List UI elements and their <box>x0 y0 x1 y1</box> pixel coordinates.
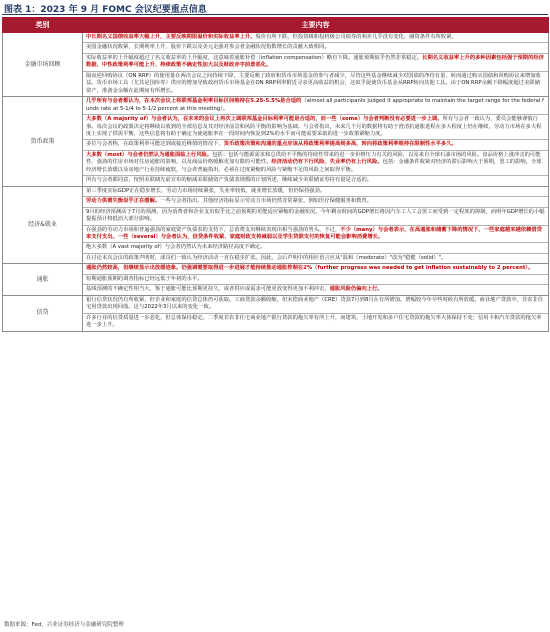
row-content <box>83 264 549 295</box>
body-text: 包括：包括与能源需求和总供给不平衡的持续性带来的进一步价格压力有关的风险，以及来自全球石油市场的风险。食品价格上涨冲击的可能性，强劲的住房市场对住房通胀的影响，以及商品价格缓解更加有限的可能性。 <box>86 151 541 166</box>
body-text: 多位与会者称，在政策利率可能达到或接近峰值的情况下， <box>86 141 224 148</box>
content-paragraph <box>83 254 548 263</box>
header-category: 类别 <box>3 18 83 33</box>
highlight-text: 中长期名义国债收益率大幅上升，主要反映期限溢价和实际收益率上升。 <box>86 34 256 40</box>
content-paragraph <box>83 115 548 140</box>
highlight-text: 大多数（A majority of）与会者认为，在未来的会议上再次上调联邦基金目标利率可能是合适的，而一些（some）与会者判断没有必要进一步上调。 <box>86 116 443 123</box>
body-text: 第三季度实际GDP正在稳步增长，劳动力市场持续紧张，失业率较低，就业增长放缓，但仍保持强劲。 <box>86 187 326 194</box>
row-category: 金融市场回顾 <box>3 33 83 97</box>
content-paragraph <box>83 72 548 96</box>
source-note: 数据来源：Fed，兴业证券经济与金融研究院整理 <box>4 622 124 628</box>
fomc-minutes-table <box>2 17 549 332</box>
highlight-text: 通胀风险仍偏向上行。 <box>329 286 383 293</box>
content-paragraph <box>83 208 548 226</box>
content-paragraph <box>83 54 548 72</box>
table-row <box>3 264 549 295</box>
body-text: 所有与会者一致认为，委员会能够谨慎行事。每次会议的政策决定将继续以收到的全部信息及其对经济前景和风险平衡的影响为基础。与会者指出，未来几个月的数据将有助于澄清抗通胀进程在多大程度上仍在继续，劳动力市场在多大程度上实现了供需平衡，这些信息将有助于确定为使通胀率在一段时间内恢复到2%的水平而可能需要采取的进一步政策紧缩力度。 <box>86 116 542 137</box>
body-text: 银行信贷状况仍有所收紧，但企业和家庭的信贷总体仍可获取。工商贷款余额收缩，但未偿商业地产（CRE）贷款7月到8月在有所增加。增幅较今年早些时候有所放缓。商业地产贷款中，非农非住宅用贷款出现回落。这与2022年3月以来的变化一致。 <box>86 296 544 311</box>
body-text: （almost all participants judged it appropriate to maintain the target range for the federal funds rate at 5-1/4 to 5-1/2 percent at this meeting）。 <box>86 98 544 112</box>
body-text: 一些与会者指出，其他经济指标显示劳动力市场仍然非常紧张，例如医疗保健服务和教育。 <box>160 198 373 205</box>
content-paragraph <box>83 197 548 207</box>
highlight-text: 通胀仍然较高，但继续显示出放缓迹象。仍强调需要取得进一步进展才能持续推动通胀控制在2%（further progress was needed to get inflation sustainably to 2 percent）。 <box>86 265 534 272</box>
body-text: 美国金融状况收紧，长期利率上升，股价下跌以及美元走强对参会者金融状况指数增长的贡献大致相同。 <box>86 44 330 51</box>
content-paragraph <box>83 97 548 115</box>
content-paragraph <box>83 285 548 294</box>
content-paragraph <box>83 226 548 244</box>
body-text: 9月的经济预测高于7月的预测，因为消费者和企业支出似乎比之前预期的更能适应紧缩的金融状况。今年剩余时间的GDP增长将因汽车工人工会罢工而受到一定程度的抑制，而明年GDP增长的小幅提振预计将抵消大部分影响。 <box>86 208 545 223</box>
highlight-text: 劳动力供需失衡似乎正在缓解。 <box>86 198 161 205</box>
row-content <box>83 97 549 187</box>
row-content <box>83 295 549 331</box>
content-paragraph <box>83 187 548 197</box>
row-content <box>83 186 549 264</box>
content-paragraph <box>83 140 548 150</box>
content-paragraph <box>83 33 548 43</box>
figure-title: 图表 1：2023 年 9 月 FOMC 会议纪要重点信息 <box>4 5 207 15</box>
content-paragraph <box>83 151 548 176</box>
content-paragraph <box>83 243 548 253</box>
body-text: 股价有所下跌，但投资级和投机级公司债券的利差几乎没有变化，融资条件有所收紧。 <box>255 34 457 40</box>
row-category: 经济&就业 <box>3 186 83 264</box>
row-category: 通胀 <box>3 264 83 295</box>
table-row <box>3 33 549 97</box>
title-rule <box>2 14 548 15</box>
content-paragraph <box>83 275 548 285</box>
content-paragraph <box>83 314 548 331</box>
body-text: 许多行业的信贷质量进一步恶化，但总体保持稳定。二季度非农非住宅商业地产银行贷款的拖欠率有所上升，而建筑、土地开发和多户住宅贷款的拖欠率大体保持不变；信用卡和汽车贷款的拖欠率进一步上升。 <box>86 314 542 329</box>
body-text: 基线预测的不确定性相当大，鉴于通胀可能比预期更持久，或者供应或需求可能更放变得更加不利冲击， <box>86 286 330 293</box>
table-row <box>3 97 549 187</box>
table-header-row <box>3 18 549 33</box>
highlight-text: 长期名义收益率上升的多种因素包括强于预期的经济数据、中性政策利率可能上升、持续政策不确定性加大以及财政赤字前景恶化。 <box>86 54 544 69</box>
highlight-text: 不少（many）与会者表示，在高通胀和储蓄下降的情况下，一些家庭越来越依赖借贷来支付支出。一些（several）与会者认为，信贷条件收紧、家庭财政支持减弱以及学生贷款支付的恢复可能会影响消费增长。 <box>86 226 542 240</box>
body-text: 在讨论本次会议的政策声明时，成员们一致认为经济活动一直在稳步扩张。因此，会后声明中的相应语言应从"温和（moderate）"改为"稳健（solid）"。 <box>86 254 447 261</box>
table-row <box>3 186 549 264</box>
row-category: 信贷 <box>3 295 83 331</box>
content-paragraph <box>83 176 548 185</box>
body-text: 所有与会者都同意，按照美联储先前宣布的缩减美联储资产负债表规模的计划所述，继续减少美联储证券持有量是合适的。 <box>86 177 373 184</box>
table-body <box>3 33 549 332</box>
highlight-text: 大多数（most）与会者仍然认为通胀面临上行风险。 <box>86 151 213 158</box>
content-paragraph <box>83 43 548 53</box>
body-text: 绝大多数（A vast majority of）与会者仍然认为未来经济路径高度不确定。 <box>86 244 266 251</box>
highlight-text: 几乎所有与会者都认为，在本次会议上将联邦基金利率目标区间维持在5.25-5.5%是合适的 <box>86 98 302 105</box>
body-text: 包括：金融条件收紧对经济的滞后影响大于预期，罢工的影响，全球经济增长放缓以及房地产行业持续疲软，与会者普遍指出，必须在过度紧缩的风险与紧缩不足的风险之间取得平衡。 <box>86 159 542 173</box>
header-content: 主要内容 <box>83 18 549 33</box>
highlight-text: 经济活动仍有下行风险，失业率仍有上行风险。 <box>271 159 383 166</box>
row-category: 货币政策 <box>3 97 83 187</box>
body-text: 短期通胀预期的调查指标已经远低于年初的水平。 <box>86 275 203 282</box>
highlight-text: 货币政策决策和沟通的重点应该从将政策利率提高到多高，转向将政策利率维持在限制性水平多久。 <box>223 141 457 148</box>
row-content <box>83 33 549 97</box>
body-text: 实际收益率的上升幅度超过了名义收益率的上升幅度，这意味着通胀补偿（inflation compensation）略有下降。通胀预期似乎仍然非常稳定。 <box>86 54 423 61</box>
content-paragraph <box>83 296 548 314</box>
content-paragraph <box>83 264 548 274</box>
table-row <box>3 295 549 331</box>
body-text: 隔夜逆回购协议（ON RRP）的使用量在两次会议之间持续下降，主要反映了政府和货币市场基金的参与者减少，尽管这些基金继续减少对国债的净持有量，转而通过购买国债和回购协议来增加收益。货币市场工具（尤其是国库券）供应的增加导致政府货币市场基金在ON RRP利率附近寻求更高收益的机会，这似乎促使货币基金从RRP转向其他工具。由于ON RRP余额下降幅度超过美联储资产，准备金余额在此期间有所增长。 <box>86 72 541 94</box>
body-text: 在强劲的劳动力市场和普遍强劲的家庭资产负债表的支持下，总消费支出继续表现出相当强劲的势头，不过， <box>86 226 341 233</box>
